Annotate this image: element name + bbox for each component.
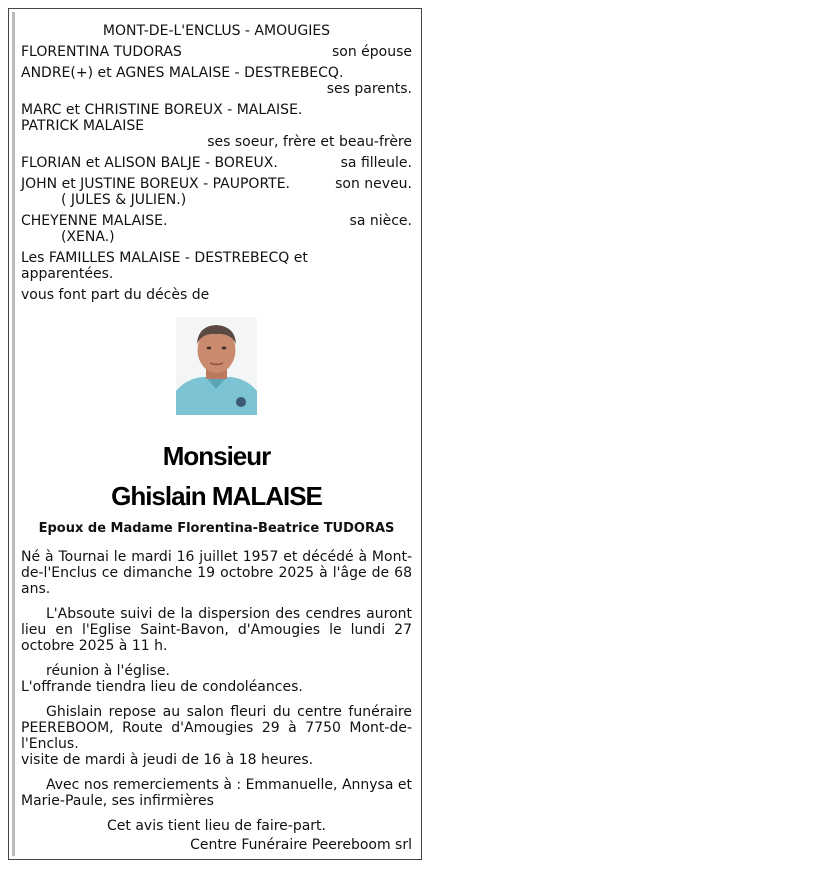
- family-row-nephew: [21, 176, 412, 192]
- notice-content: [21, 23, 412, 853]
- offrande-line: L'offrande tiendra lieu de condoléances.: [21, 679, 303, 695]
- reunion-line: réunion à l'église.: [46, 663, 170, 679]
- family-relation: sa nièce.: [349, 213, 412, 229]
- repose-paragraph: Ghislain repose au salon fleuri du centre funéraire PEEREBOOM, Route d'Amougies 29 à 7750 Mont-de-l'Enclus.: [21, 704, 412, 752]
- family-row-goddaughter: [21, 155, 412, 171]
- remerciements-paragraph: Avec nos remerciements à : Emmanuelle, Annysa et Marie-Paule, ses infirmières: [21, 777, 412, 809]
- family-row-niece: [21, 213, 412, 229]
- deceased-name: Ghislain MALAISE: [111, 481, 322, 511]
- death-notice: [8, 8, 422, 860]
- family-name: ANDRE(+) et AGNES MALAISE - DESTREBECQ.: [21, 65, 344, 81]
- family-children: (XENA.): [61, 229, 115, 245]
- family-relation: ses parents.: [326, 81, 412, 97]
- spouse-line: Epoux de Madame Florentina-Beatrice TUDORAS: [38, 521, 395, 536]
- birth-death-paragraph: Né à Tournai le mardi 16 juillet 1957 et décédé à Mont-de-l'Enclus ce dimanche 19 octobre 2025 à l'âge de 68 ans.: [21, 549, 412, 597]
- portrait-photo: [176, 317, 257, 415]
- family-name: CHEYENNE MALAISE.: [21, 213, 168, 229]
- visite-line: visite de mardi à jeudi de 16 à 18 heures.: [21, 752, 314, 768]
- family-row-spouse: [21, 44, 412, 60]
- family-relation: sa filleule.: [340, 155, 412, 171]
- family-children: ( JULES & JULIEN.): [61, 192, 187, 208]
- signature-line: Centre Funéraire Peereboom srl: [190, 837, 412, 853]
- faire-part-line: Cet avis tient lieu de faire-part.: [107, 818, 326, 834]
- photo-container: [21, 317, 412, 415]
- announce-line: vous font part du décès de: [21, 287, 210, 303]
- family-relation: son neveu.: [335, 176, 412, 192]
- family-name: FLORENTINA TUDORAS: [21, 44, 182, 60]
- family-relation: son épouse: [331, 44, 412, 60]
- absoute-paragraph: L'Absoute suivi de la dispersion des cendres auront lieu en l'Eglise Saint-Bavon, d'Amougies le lundi 27 octobre 2025 à 11 h.: [21, 606, 412, 654]
- family-name: MARC et CHRISTINE BOREUX - MALAISE.: [21, 102, 303, 118]
- family-name: PATRICK MALAISE: [21, 118, 145, 134]
- location-header: MONT-DE-L'ENCLUS - AMOUGIES: [102, 23, 331, 39]
- deceased-title: Monsieur: [162, 441, 271, 471]
- family-name: JOHN et JUSTINE BOREUX - PAUPORTE.: [21, 176, 290, 192]
- families-line: Les FAMILLES MALAISE - DESTREBECQ et apparentées.: [21, 250, 308, 282]
- family-name: FLORIAN et ALISON BALJE - BOREUX.: [21, 155, 278, 171]
- family-relation: ses soeur, frère et beau-frère: [207, 134, 412, 150]
